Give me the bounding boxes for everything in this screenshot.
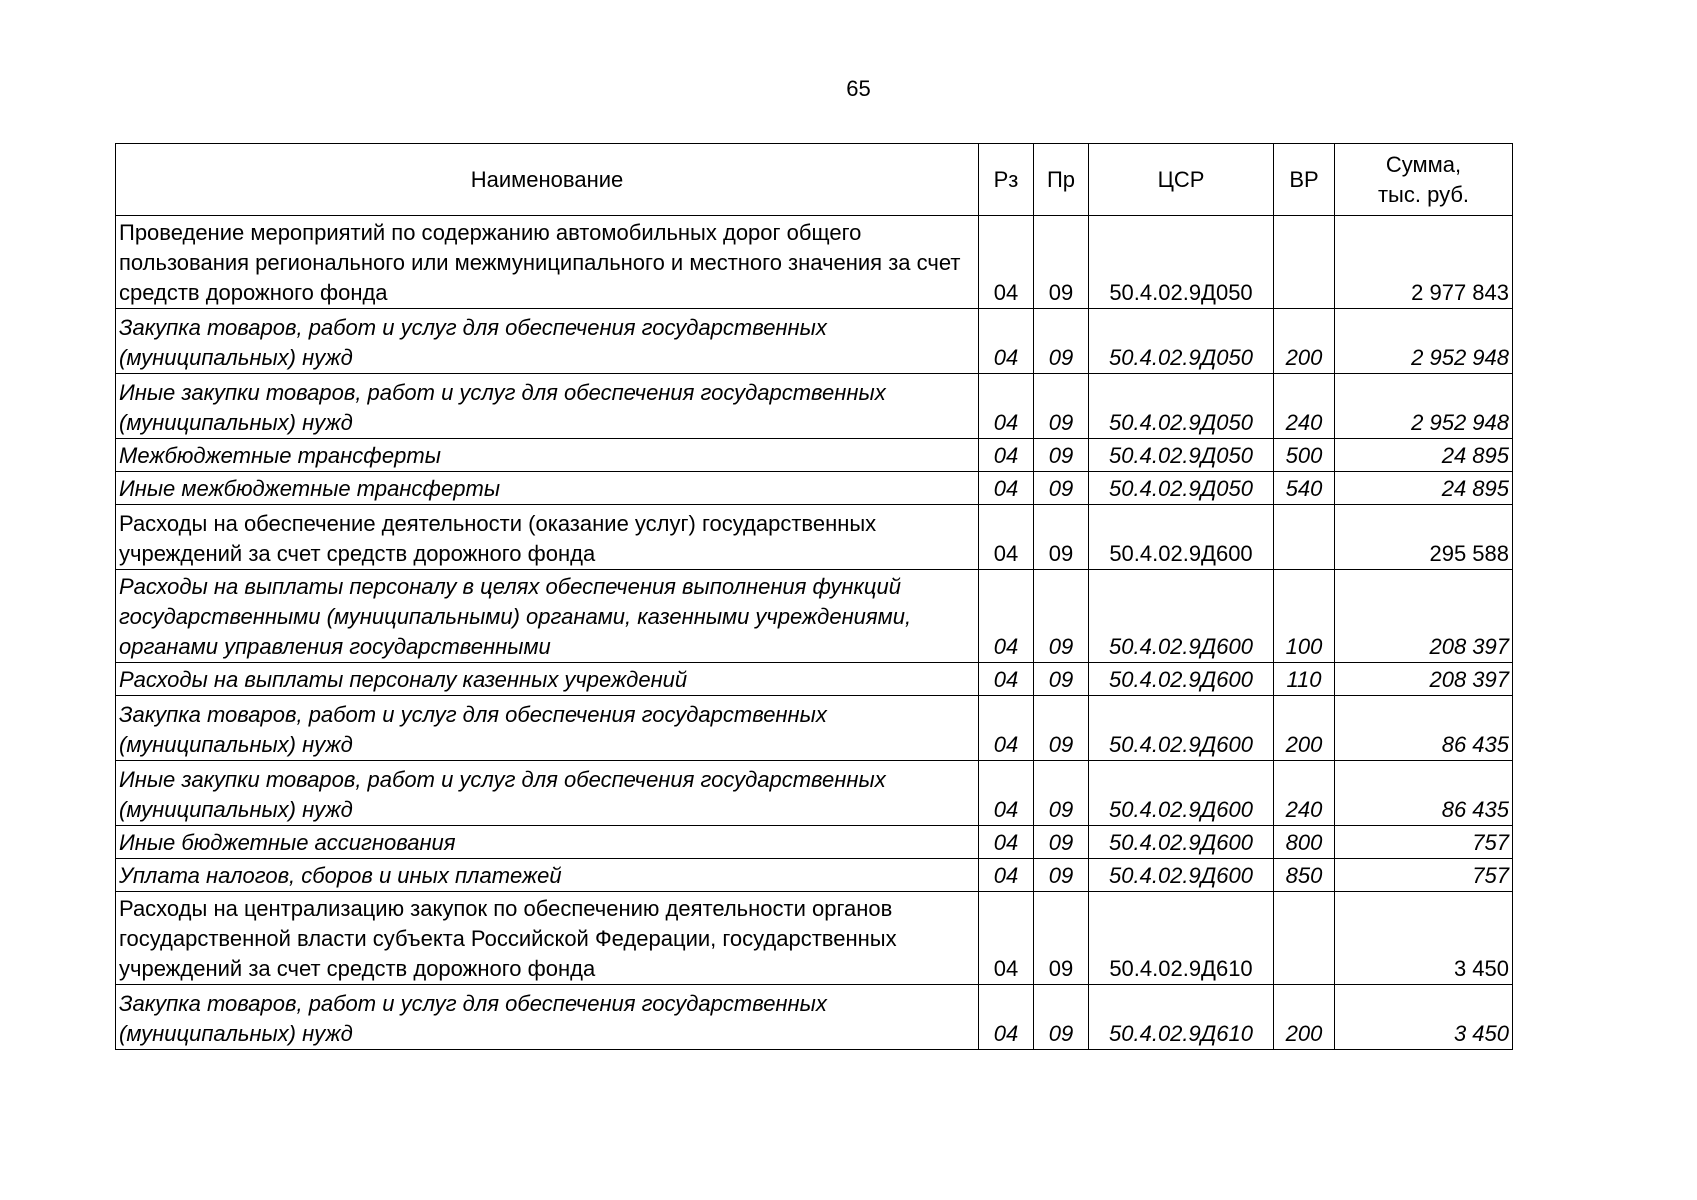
cell-rz: 04 [979, 472, 1034, 505]
cell-csr: 50.4.02.9Д600 [1089, 570, 1274, 663]
cell-sum: 3 450 [1335, 892, 1513, 985]
cell-rz: 04 [979, 696, 1034, 761]
table-body [116, 216, 1513, 1050]
cell-rz: 04 [979, 439, 1034, 472]
cell-name: Иные закупки товаров, работ и услуг для обеспечения государственных (муниципальных) нужд [116, 374, 979, 439]
page-number: 65 [846, 76, 871, 101]
header-csr: ЦСР [1089, 144, 1274, 216]
cell-name: Расходы на обеспечение деятельности (оказание услуг) государственных учреждений за счет средств дорожного фонда [116, 505, 979, 570]
table-row [116, 859, 1513, 892]
table-row [116, 309, 1513, 374]
table-row [116, 892, 1513, 985]
cell-rz: 04 [979, 570, 1034, 663]
cell-sum: 86 435 [1335, 696, 1513, 761]
cell-name: Иные бюджетные ассигнования [116, 826, 979, 859]
cell-rz: 04 [979, 309, 1034, 374]
table-header-row [116, 144, 1513, 216]
cell-name: Расходы на централизацию закупок по обеспечению деятельности органов государственной власти субъекта Российской Федерации, государственных учреждений за счет средств дорожного фонда [116, 892, 979, 985]
header-rz: Рз [979, 144, 1034, 216]
cell-rz: 04 [979, 761, 1034, 826]
cell-pr: 09 [1034, 663, 1089, 696]
header-sum-line2: тыс. руб. [1377, 181, 1470, 207]
cell-rz: 04 [979, 374, 1034, 439]
cell-csr: 50.4.02.9Д050 [1089, 374, 1274, 439]
cell-vr [1274, 505, 1335, 570]
table-row [116, 505, 1513, 570]
cell-rz: 04 [979, 859, 1034, 892]
cell-vr: 800 [1274, 826, 1335, 859]
cell-csr: 50.4.02.9Д050 [1089, 472, 1274, 505]
cell-sum: 2 952 948 [1335, 309, 1513, 374]
cell-pr: 09 [1034, 439, 1089, 472]
cell-sum: 208 397 [1335, 570, 1513, 663]
cell-pr: 09 [1034, 216, 1089, 309]
cell-sum: 86 435 [1335, 761, 1513, 826]
table-row [116, 761, 1513, 826]
cell-pr: 09 [1034, 570, 1089, 663]
header-sum [1335, 144, 1513, 216]
cell-vr: 240 [1274, 761, 1335, 826]
table-row [116, 826, 1513, 859]
cell-name: Расходы на выплаты персоналу казенных учреждений [116, 663, 979, 696]
cell-name: Расходы на выплаты персоналу в целях обеспечения выполнения функций государственными (муниципальными) органами, казенными учреждениями, органами управления государственными [116, 570, 979, 663]
cell-vr [1274, 216, 1335, 309]
cell-vr: 110 [1274, 663, 1335, 696]
cell-pr: 09 [1034, 985, 1089, 1050]
cell-pr: 09 [1034, 826, 1089, 859]
cell-vr: 100 [1274, 570, 1335, 663]
cell-vr: 200 [1274, 309, 1335, 374]
cell-sum: 208 397 [1335, 663, 1513, 696]
cell-vr: 850 [1274, 859, 1335, 892]
cell-csr: 50.4.02.9Д600 [1089, 826, 1274, 859]
cell-sum: 24 895 [1335, 439, 1513, 472]
cell-csr: 50.4.02.9Д610 [1089, 892, 1274, 985]
cell-pr: 09 [1034, 505, 1089, 570]
header-name: Наименование [116, 144, 979, 216]
cell-csr: 50.4.02.9Д050 [1089, 216, 1274, 309]
header-pr: Пр [1034, 144, 1089, 216]
cell-rz: 04 [979, 663, 1034, 696]
cell-csr: 50.4.02.9Д600 [1089, 859, 1274, 892]
budget-table [115, 143, 1513, 1050]
cell-vr: 200 [1274, 696, 1335, 761]
cell-name: Закупка товаров, работ и услуг для обеспечения государственных (муниципальных) нужд [116, 696, 979, 761]
cell-rz: 04 [979, 505, 1034, 570]
cell-sum: 2 952 948 [1335, 374, 1513, 439]
cell-pr: 09 [1034, 892, 1089, 985]
table-row [116, 472, 1513, 505]
table-row [116, 696, 1513, 761]
header-vr: ВР [1274, 144, 1335, 216]
cell-csr: 50.4.02.9Д050 [1089, 309, 1274, 374]
table-row [116, 985, 1513, 1050]
cell-name: Уплата налогов, сборов и иных платежей [116, 859, 979, 892]
cell-name: Закупка товаров, работ и услуг для обеспечения государственных (муниципальных) нужд [116, 309, 979, 374]
cell-vr: 200 [1274, 985, 1335, 1050]
cell-pr: 09 [1034, 374, 1089, 439]
cell-pr: 09 [1034, 472, 1089, 505]
table-row [116, 439, 1513, 472]
cell-csr: 50.4.02.9Д600 [1089, 696, 1274, 761]
cell-name: Межбюджетные трансферты [116, 439, 979, 472]
cell-sum: 295 588 [1335, 505, 1513, 570]
cell-sum: 24 895 [1335, 472, 1513, 505]
cell-sum: 757 [1335, 859, 1513, 892]
cell-pr: 09 [1034, 859, 1089, 892]
cell-vr: 540 [1274, 472, 1335, 505]
cell-sum: 3 450 [1335, 985, 1513, 1050]
cell-vr [1274, 892, 1335, 985]
table-row [116, 570, 1513, 663]
cell-vr: 240 [1274, 374, 1335, 439]
cell-name: Закупка товаров, работ и услуг для обеспечения государственных (муниципальных) нужд [116, 985, 979, 1050]
cell-name: Проведение мероприятий по содержанию автомобильных дорог общего пользования регионального или межмуниципального и местного значения за счет средств дорожного фонда [116, 216, 979, 309]
cell-csr: 50.4.02.9Д050 [1089, 439, 1274, 472]
cell-vr: 500 [1274, 439, 1335, 472]
cell-sum: 2 977 843 [1335, 216, 1513, 309]
table-row [116, 216, 1513, 309]
cell-rz: 04 [979, 826, 1034, 859]
cell-sum: 757 [1335, 826, 1513, 859]
cell-name: Иные закупки товаров, работ и услуг для обеспечения государственных (муниципальных) нужд [116, 761, 979, 826]
table-row [116, 374, 1513, 439]
table-row [116, 663, 1513, 696]
cell-rz: 04 [979, 985, 1034, 1050]
cell-pr: 09 [1034, 696, 1089, 761]
cell-csr: 50.4.02.9Д600 [1089, 761, 1274, 826]
cell-csr: 50.4.02.9Д610 [1089, 985, 1274, 1050]
cell-name: Иные межбюджетные трансферты [116, 472, 979, 505]
cell-csr: 50.4.02.9Д600 [1089, 663, 1274, 696]
header-sum-line1: Сумма, [1385, 151, 1462, 177]
cell-rz: 04 [979, 216, 1034, 309]
cell-pr: 09 [1034, 761, 1089, 826]
cell-pr: 09 [1034, 309, 1089, 374]
cell-csr: 50.4.02.9Д600 [1089, 505, 1274, 570]
cell-rz: 04 [979, 892, 1034, 985]
